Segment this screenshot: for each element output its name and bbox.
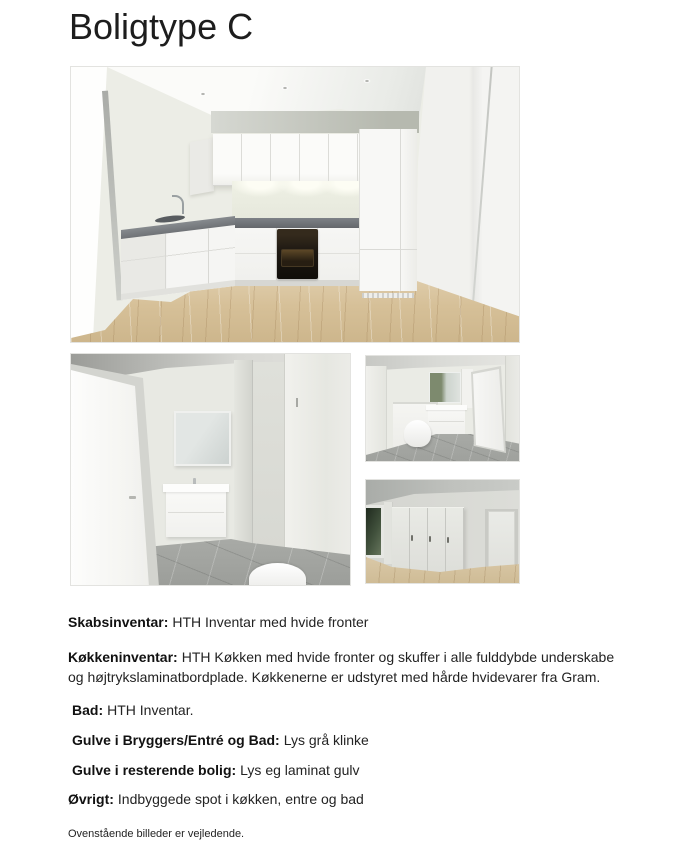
upper-cabinets bbox=[213, 134, 359, 186]
wardrobe bbox=[392, 507, 464, 575]
plinth-vent bbox=[362, 293, 414, 298]
upper-cabinet-side bbox=[190, 138, 214, 195]
spec-label: Køkkeninventar: bbox=[68, 649, 178, 665]
countertop-back bbox=[232, 218, 359, 228]
bathroom-render-image bbox=[70, 353, 351, 586]
spec-row-bad bbox=[68, 700, 624, 720]
spec-row-gulve-bryggers bbox=[68, 730, 624, 750]
backsplash bbox=[232, 181, 359, 221]
bathroom-door bbox=[473, 369, 504, 451]
spec-text: Indbyggede spot i køkken, entre og bad bbox=[117, 791, 364, 807]
window-frame-edge bbox=[102, 91, 123, 301]
shower-head bbox=[296, 398, 298, 407]
built-in-oven bbox=[277, 229, 318, 279]
window-light bbox=[71, 67, 107, 339]
bedroom-door bbox=[488, 511, 515, 569]
spec-row-oevrigt bbox=[68, 789, 620, 809]
wardrobe-handles bbox=[411, 535, 413, 541]
wall-hung-toilet bbox=[404, 420, 431, 447]
spec-row-gulve-bolig bbox=[68, 760, 624, 780]
spec-label: Bad: bbox=[72, 702, 104, 718]
bathroom-vanity bbox=[428, 409, 465, 435]
spec-label: Øvrigt: bbox=[68, 791, 114, 807]
spec-label: Gulve i resterende bolig: bbox=[72, 762, 237, 778]
spec-label: Gulve i Bryggers/Entré og Bad: bbox=[72, 732, 280, 748]
toe-kick bbox=[235, 280, 359, 286]
spec-text: Lys grå klinke bbox=[283, 732, 369, 748]
left-wall-corner bbox=[366, 366, 387, 454]
kitchen-render-image bbox=[70, 66, 520, 343]
oven-glass-door bbox=[281, 249, 314, 267]
window bbox=[366, 505, 384, 558]
door-handle bbox=[129, 496, 136, 499]
small-bathroom-render-image bbox=[365, 355, 520, 462]
wardrobe-room-render-image bbox=[365, 479, 520, 584]
partition-column bbox=[234, 360, 253, 550]
shower-niche bbox=[251, 362, 284, 554]
bathroom-mirror bbox=[174, 411, 231, 466]
bathroom-vanity bbox=[166, 490, 226, 537]
spec-text: HTH Køkken med hvide fronter og skuffer i alle fulddybde underskabe og højtrykslaminatbordplade. Køkkenerne er udstyret med hårde hvidevarer fra Gram. bbox=[68, 649, 615, 685]
spec-text: Lys eg laminat gulv bbox=[240, 762, 360, 778]
page-title: Boligtype C bbox=[69, 6, 254, 47]
tall-cabinet bbox=[359, 129, 417, 291]
spec-text: HTH Inventar med hvide fronter bbox=[172, 614, 369, 630]
spec-label: Skabsinventar: bbox=[68, 614, 169, 630]
spec-row-koekkeninventar bbox=[68, 647, 620, 687]
kitchen-faucet bbox=[172, 195, 184, 214]
spec-row-skabsinventar bbox=[68, 612, 620, 632]
spec-text: HTH Inventar. bbox=[107, 702, 194, 718]
bathroom-mirror bbox=[429, 372, 461, 403]
image-disclaimer: Ovenstående billeder er vejledende. bbox=[68, 828, 245, 840]
